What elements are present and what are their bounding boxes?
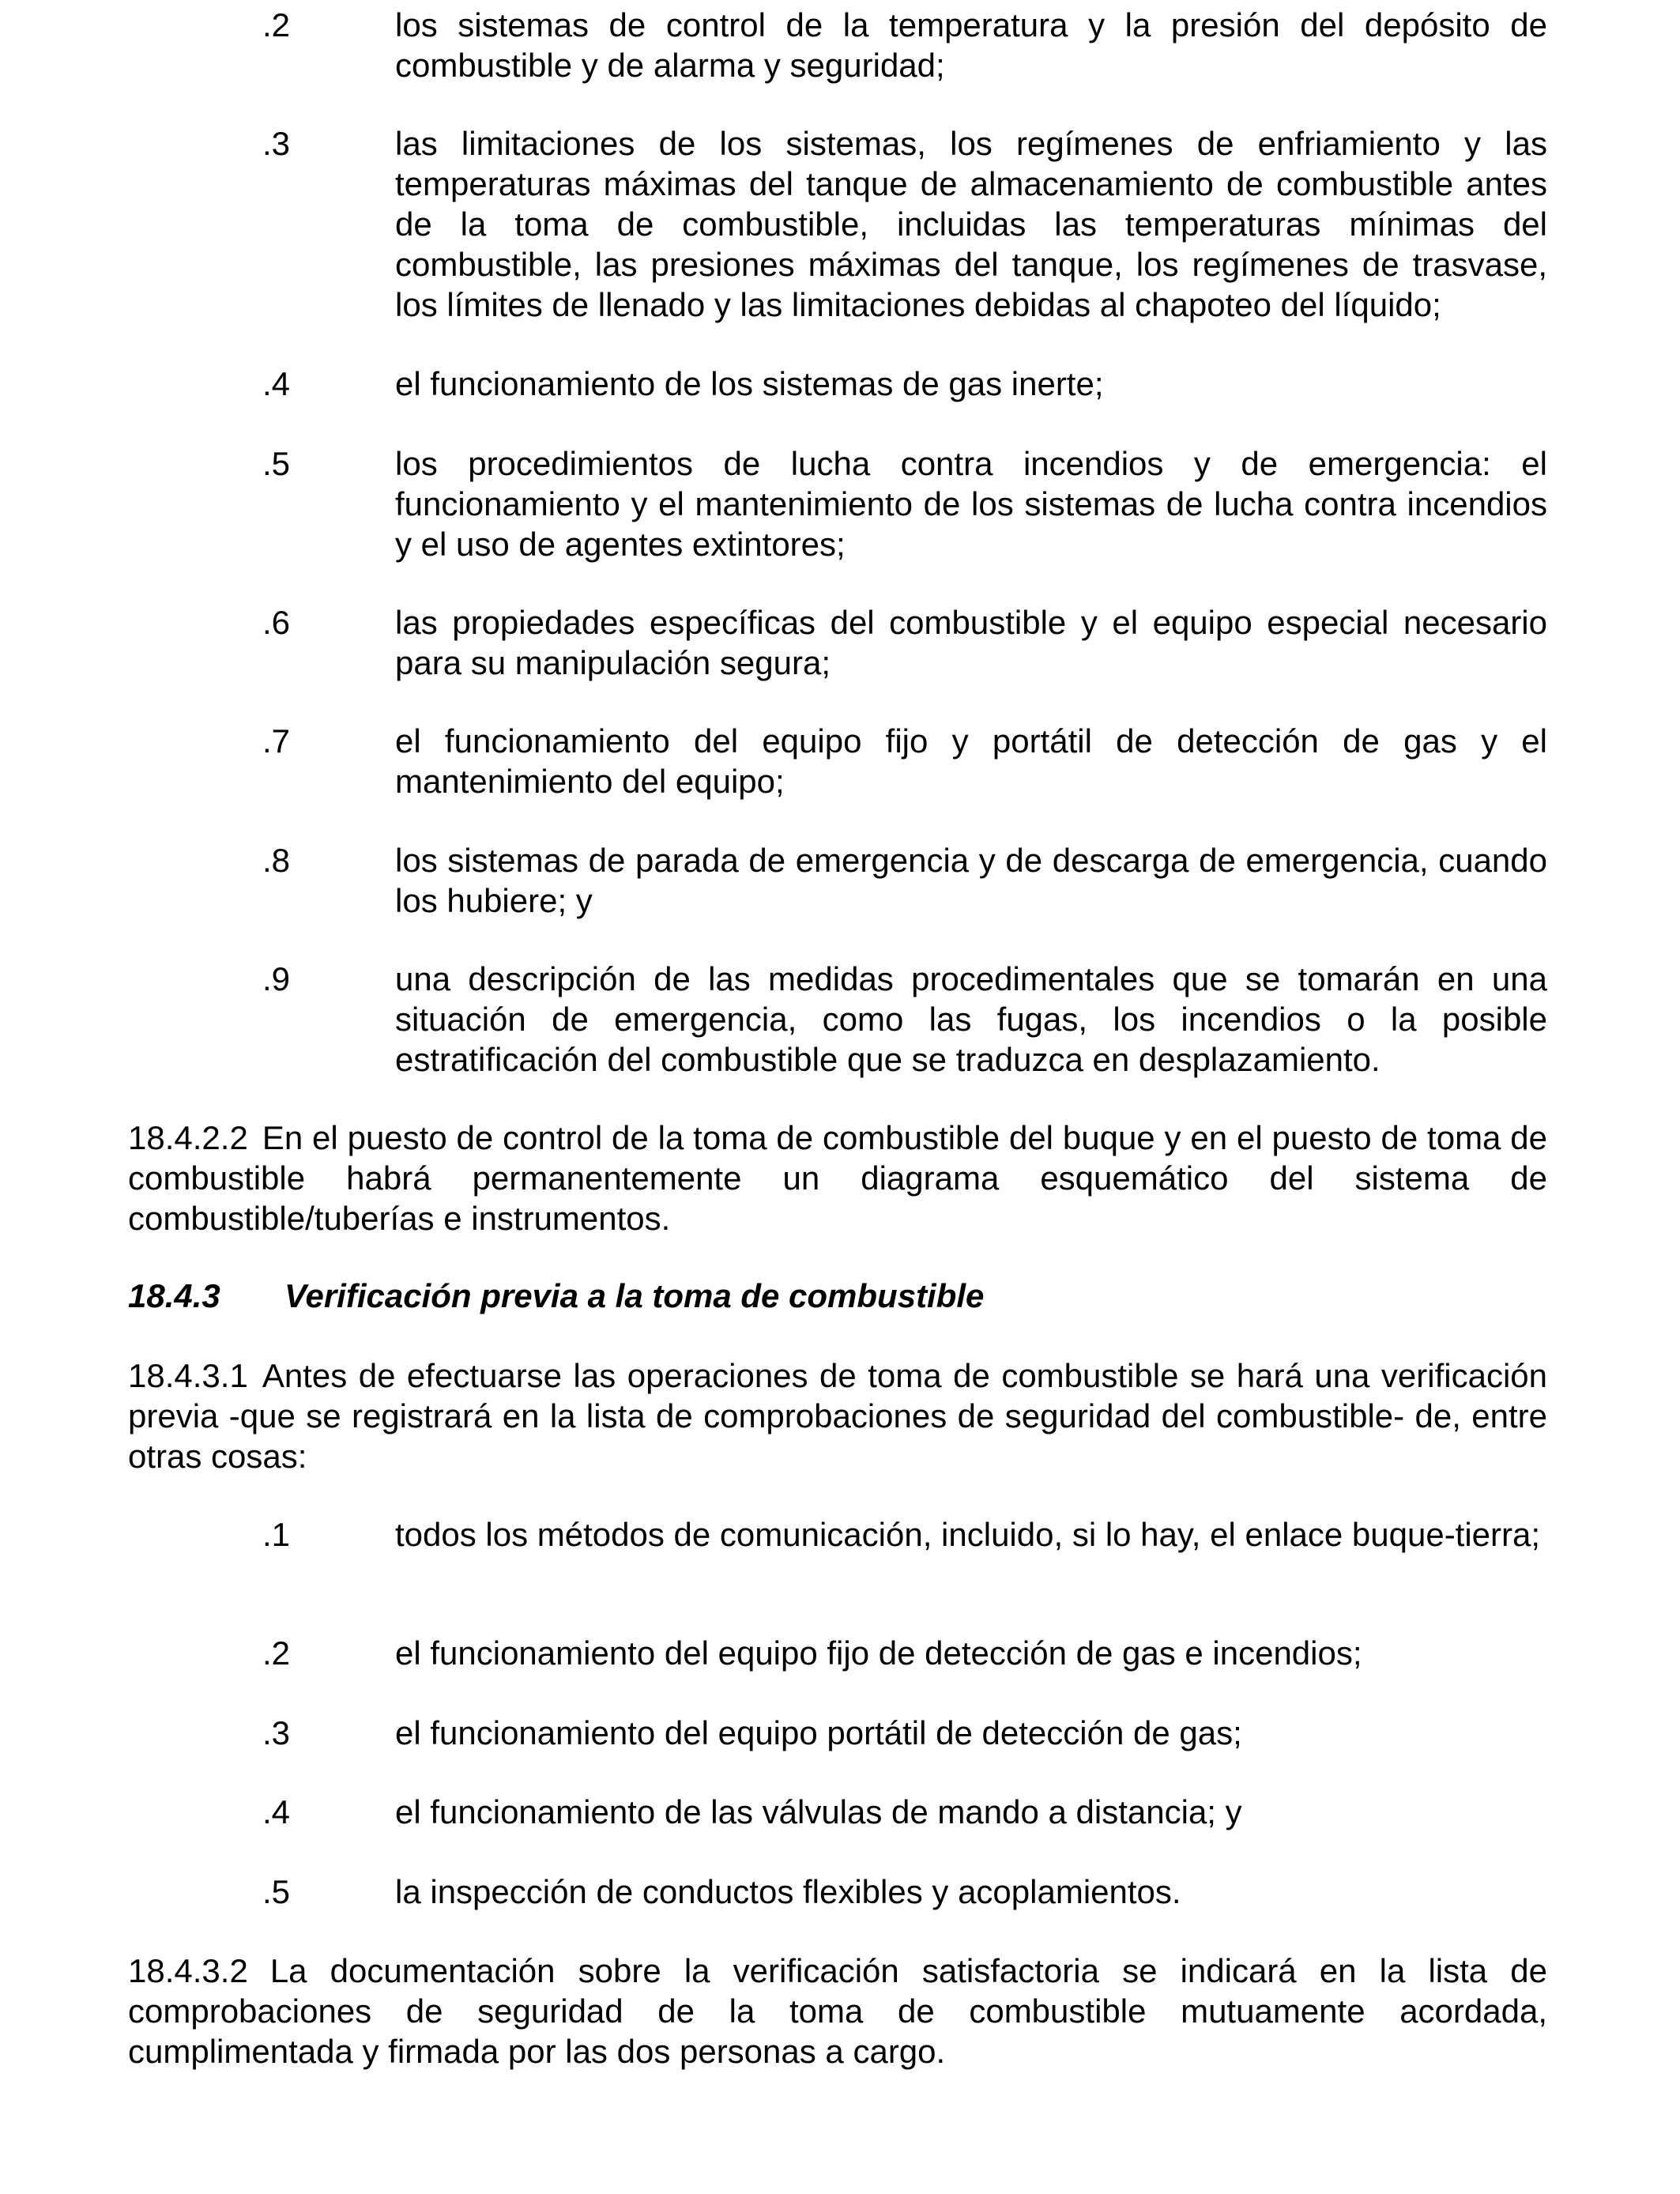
- list-item-number: .5: [262, 445, 291, 482]
- list-item-text: los sistemas de control de la temperatura y la presión del depósito de combustible y de alarma y seguridad;: [395, 6, 1547, 84]
- paragraph-text: En el puesto de control de la toma de combustible del buque y en el puesto de toma de combustible habrá permanentemente un diagrama esquemático del sistema de combustible/tuberías e instrumentos.: [128, 1119, 1547, 1237]
- list-item-number: .7: [262, 722, 291, 760]
- list-item-number: .3: [262, 1714, 291, 1751]
- list-item-text: el funcionamiento de los sistemas de gas inerte;: [395, 365, 1104, 402]
- paragraph-number: 18.4.3.2: [128, 1952, 248, 1989]
- section-heading: [128, 1276, 1547, 1316]
- paragraph-text: La documentación sobre la verificación satisfactoria se indicará en la lista de comprobaciones de seguridad de la toma de combustible mutuamente acordada, cumplimentada y firmada por las dos personas a cargo.: [128, 1952, 1547, 2070]
- document-page: [128, 0, 1547, 2194]
- list-item-text: el funcionamiento del equipo fijo de detección de gas e incendios;: [395, 1634, 1362, 1672]
- list-item-number: .1: [262, 1516, 291, 1553]
- list-item-number: .6: [262, 604, 291, 641]
- list-item-text: las propiedades específicas del combustible y el equipo especial necesario para su manipulación segura;: [395, 604, 1547, 681]
- list-item-number: .2: [262, 6, 291, 43]
- paragraph-number: 18.4.2.2: [128, 1119, 248, 1156]
- section-heading-title: Verificación previa a la toma de combustible: [284, 1277, 985, 1314]
- list-item-number: .8: [262, 842, 291, 879]
- list-item-text: todos los métodos de comunicación, incluido, si lo hay, el enlace buque-tierra;: [395, 1516, 1541, 1553]
- paragraph-18-4-3-2: [128, 1951, 1547, 2071]
- list-item-text: una descripción de las medidas procedimentales que se tomarán en una situación de emergencia, como las fugas, los incendios o la posible estratificación del combustible que se traduzca en desplazamiento.: [395, 960, 1547, 1078]
- paragraph-18-4-2-2: [128, 1118, 1547, 1238]
- list-item-text: el funcionamiento de las válvulas de mando a distancia; y: [395, 1793, 1242, 1830]
- paragraph-18-4-3-1: [128, 1355, 1547, 1476]
- list-item-number: .4: [262, 1793, 291, 1830]
- list-item-number: .4: [262, 365, 291, 402]
- list-item-text: los procedimientos de lucha contra incendios y de emergencia: el funcionamiento y el mantenimiento de los sistemas de lucha contra incendios y el uso de agentes extintores;: [395, 445, 1547, 563]
- list-item-text: el funcionamiento del equipo portátil de detección de gas;: [395, 1714, 1242, 1751]
- section-heading-number: 18.4.3: [128, 1277, 220, 1314]
- list-item-number: .3: [262, 125, 291, 162]
- paragraph-text: Antes de efectuarse las operaciones de toma de combustible se hará una verificación previa -que se registrará en la lista de comprobaciones de seguridad del combustible- de, entre otras cosas:: [128, 1357, 1547, 1475]
- paragraph-number: 18.4.3.1: [128, 1357, 248, 1394]
- list-item-text: el funcionamiento del equipo fijo y portátil de detección de gas y el mantenimiento del equipo;: [395, 722, 1547, 800]
- list-item-number: .5: [262, 1873, 291, 1910]
- list-item-number: .2: [262, 1634, 291, 1672]
- list-item-text: los sistemas de parada de emergencia y de descarga de emergencia, cuando los hubiere; y: [395, 842, 1547, 919]
- list-item-text: la inspección de conductos flexibles y acoplamientos.: [395, 1873, 1181, 1910]
- list-item-number: .9: [262, 960, 291, 997]
- list-item-text: las limitaciones de los sistemas, los regímenes de enfriamiento y las temperaturas máximas del tanque de almacenamiento de combustible antes de la toma de combustible, incluidas las temperaturas mínimas del combustible, las presiones máximas del tanque, los regímenes de trasvase, los límites de llenado y las limitaciones debidas al chapoteo del líquido;: [395, 125, 1547, 323]
